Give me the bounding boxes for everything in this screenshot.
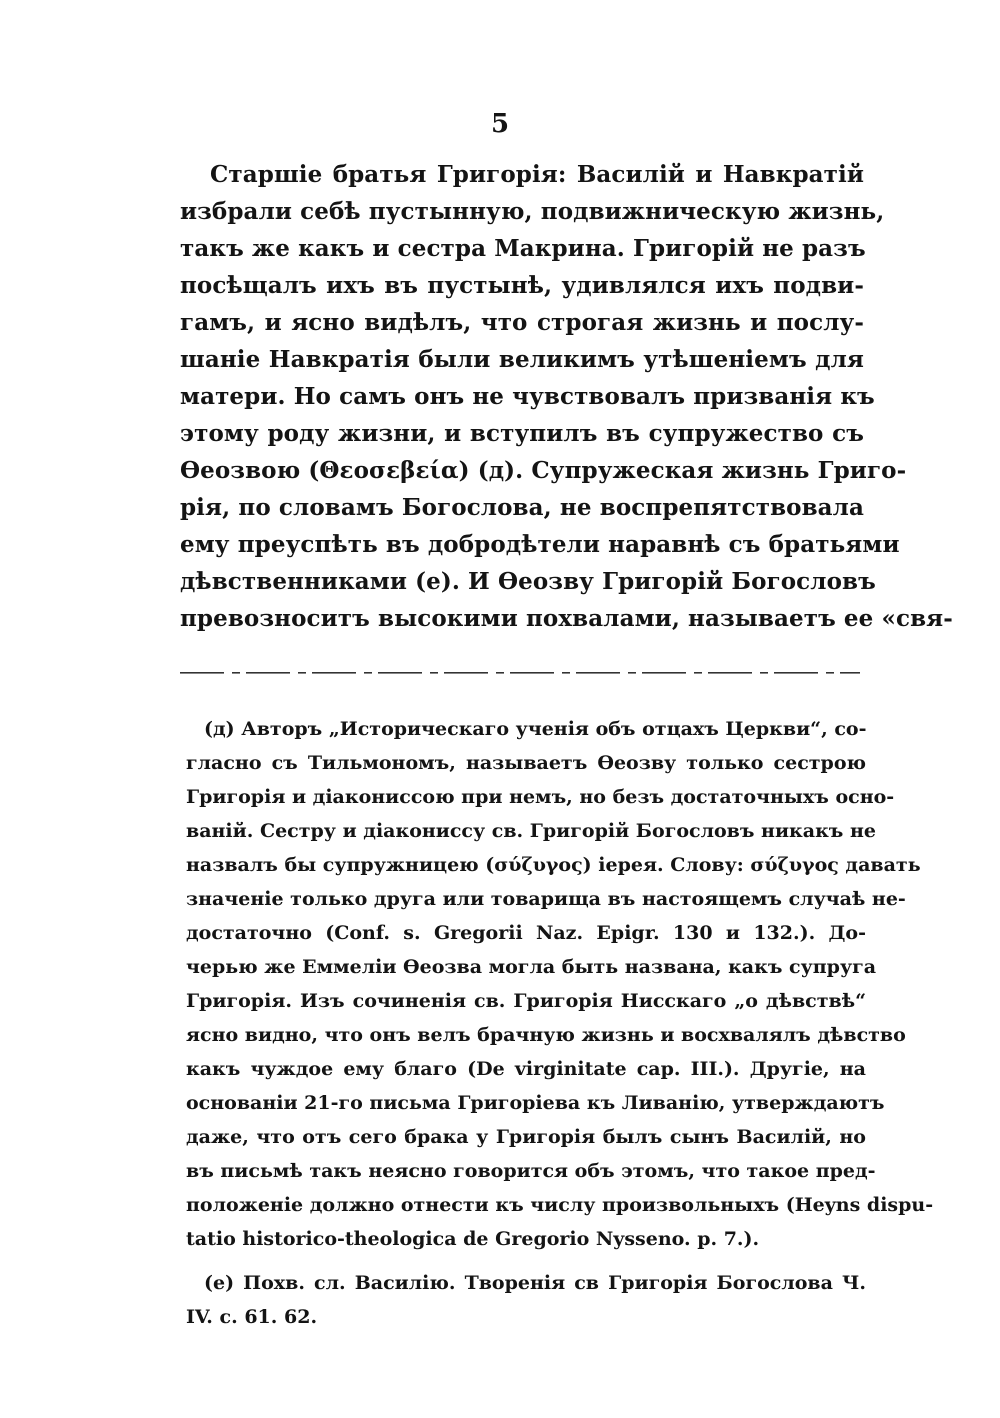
footnote-line: tatio historico-theologica de Gregorio Nysseno. p. 7.). xyxy=(186,1228,760,1250)
footnote-line: Григорія и діакониссою при немъ, но безъ достаточныхъ осно- xyxy=(186,786,895,808)
footnote-line: основаніи 21-го письма Григоріева къ Ливанію, утверждаютъ xyxy=(186,1092,885,1114)
main-text-line: гамъ, и ясно видѣлъ, что строгая жизнь и послу- xyxy=(180,309,864,336)
footnote-e xyxy=(186,1266,866,1334)
footnote-line: какъ чуждое ему благо (De virginitate cap. III.). Другіе, на xyxy=(186,1058,866,1080)
footnote-line: (д) Авторъ „Историческаго ученія объ отцахъ Церкви“, со- xyxy=(204,718,867,740)
footnote-line: черью же Еммеліи Ѳеозва могла быть названа, какъ супруга xyxy=(186,956,877,978)
footnote-line: положеніе должно отнести къ числу произвольныхъ (Heyns dispu- xyxy=(186,1194,934,1216)
footnote-line: достаточно (Conf. s. Gregorii Naz. Epigr. 130 и 132.). До- xyxy=(186,922,866,944)
main-text-line: шаніе Навкратія были великимъ утѣшеніемъ для xyxy=(180,346,864,373)
main-text-line: этому роду жизни, и вступилъ въ супружество съ xyxy=(180,420,864,447)
main-text-line: избрали себѣ пустынную, подвижническую жизнь, xyxy=(180,198,885,225)
main-text-line: матери. Но самъ онъ не чувствовалъ призванія къ xyxy=(180,383,875,410)
main-text-line: Ѳеозвою (Θεοσεβεία) (д). Супружеская жизнь Григо- xyxy=(180,457,907,484)
footnote-line: ясно видно, что онъ велъ брачную жизнь и восхвалялъ дѣвство xyxy=(186,1024,906,1046)
page-number: 5 xyxy=(490,109,510,139)
footnote-line: въ письмѣ такъ неясно говорится объ этомъ, что такое пред- xyxy=(186,1160,876,1182)
footnote-line: ваній. Сестру и діакониссу св. Григорій Богословъ никакъ не xyxy=(186,820,876,842)
main-text-line: дѣвственниками (е). И Ѳеозву Григорій Богословъ xyxy=(180,568,876,595)
main-text-line: превозноситъ высокими похвалами, называетъ ее «свя- xyxy=(180,605,953,632)
footnote-separator xyxy=(180,670,860,676)
main-text-line: посѣщалъ ихъ въ пустынѣ, удивлялся ихъ подви- xyxy=(180,272,864,299)
footnote-line: назвалъ бы супружницею (σύζυγος) іерея. Слову: σύζυγος давать xyxy=(186,854,921,876)
main-text-body xyxy=(180,156,953,637)
main-text-line: рія, по словамъ Богослова, не воспрепятствовала xyxy=(180,494,864,521)
main-text-line: такъ же какъ и сестра Макрина. Григорій не разъ xyxy=(180,235,866,262)
footnote-line: даже, что отъ сего брака у Григорія былъ сынъ Василій, но xyxy=(186,1126,866,1148)
footnote-line: гласно съ Тильмономъ, называетъ Ѳеозву только сестрою xyxy=(186,752,866,774)
footnote-line: Григорія. Изъ сочиненія св. Григорія Нисскаго „о дѣвствѣ“ xyxy=(186,990,866,1012)
footnote-line: IV. с. 61. 62. xyxy=(186,1306,318,1328)
footnotes xyxy=(186,712,934,1334)
footnote-line: (е) Похв. сл. Василію. Творенія св Григорія Богослова Ч. xyxy=(204,1272,866,1294)
main-text-line: ему преуспѣть въ добродѣтели наравнѣ съ братьями xyxy=(180,531,900,558)
main-text-line: Старшіе братья Григорія: Василій и Навкратій xyxy=(210,161,864,188)
footnote-line: значеніе только друга или товарища въ настоящемъ случаѣ не- xyxy=(186,888,906,910)
footnote-d xyxy=(186,712,934,1256)
